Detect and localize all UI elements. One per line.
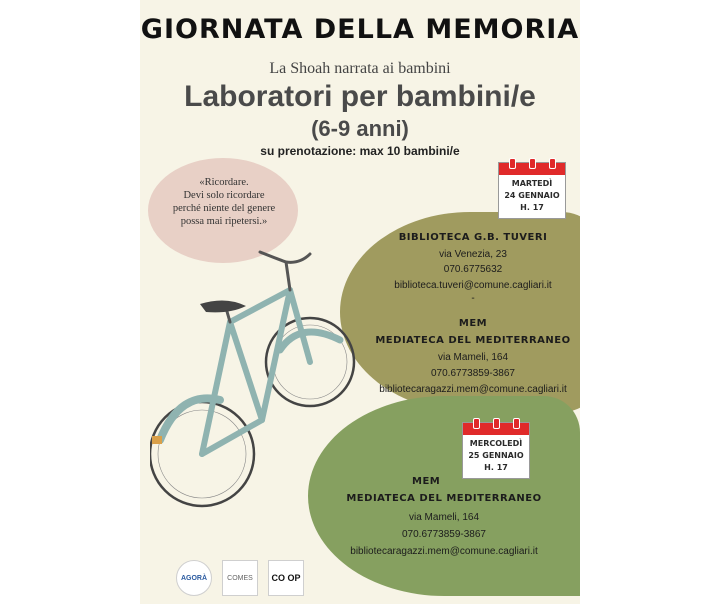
- venue1-phone: 070.6775632: [443, 264, 503, 275]
- quote-text: [154, 176, 294, 228]
- poster-title: GIORNATA DELLA MEMORIA: [140, 14, 580, 45]
- venue-separator: -: [471, 293, 475, 304]
- venue3-email[interactable]: bibliotecaragazzi.mem@comune.cagliari.it: [350, 546, 538, 557]
- quote-line: perché niente del genere: [172, 203, 276, 214]
- agora-logo: [176, 560, 212, 596]
- age-range: (6-9 anni): [311, 116, 409, 141]
- venue3-short: MEM: [412, 476, 441, 487]
- quote-line: possa mai ripetersi.»: [180, 216, 268, 227]
- venue1-name: BIBLIOTECA G.B. TUVERI: [398, 232, 548, 243]
- venue2-phone: 070.6773859-3867: [431, 368, 515, 379]
- comes-logo: [222, 560, 258, 596]
- event2-day: MERCOLEDÌ: [469, 439, 523, 448]
- calendar-icon-event2: [462, 422, 530, 479]
- coop-logo: [268, 560, 304, 596]
- event1-day: MARTEDÌ: [511, 179, 553, 188]
- event1-time: H. 17: [520, 203, 544, 212]
- venue1-email[interactable]: biblioteca.tuveri@comune.cagliari.it: [394, 280, 552, 291]
- comes-logo-text: COMES: [227, 574, 253, 582]
- venue-mem-2: [324, 476, 564, 557]
- venue3-name: MEDIATECA DEL MEDITERRANEO: [346, 493, 542, 504]
- venue3-phone: 070.6773859-3867: [402, 529, 486, 540]
- event2-time: H. 17: [484, 463, 508, 472]
- venue2-email[interactable]: bibliotecaragazzi.mem@comune.cagliari.it: [379, 384, 567, 395]
- event2-date: 25 GENNAIO: [468, 451, 524, 460]
- venue-tuveri: [368, 232, 578, 304]
- calendar-icon-event1: [498, 162, 566, 219]
- poster-heading: Laboratori per bambini/e: [184, 80, 536, 113]
- agora-logo-text: AGORÀ: [180, 574, 208, 582]
- quote-line: Devi solo ricordare: [183, 190, 265, 201]
- venue3-address: via Mameli, 164: [408, 512, 480, 523]
- venue2-name: MEDIATECA DEL MEDITERRANEO: [375, 335, 571, 346]
- quote-line: «Ricordare.: [199, 177, 249, 188]
- poster-subtitle: La Shoah narrata ai bambini: [269, 60, 451, 77]
- coop-logo-text: CO OP: [271, 573, 301, 583]
- venue2-short: MEM: [458, 318, 488, 329]
- event1-date: 24 GENNAIO: [504, 191, 560, 200]
- booking-info: su prenotazione: max 10 bambini/e: [260, 144, 460, 158]
- venue-mem-1: [360, 318, 580, 395]
- venue2-address: via Mameli, 164: [437, 352, 509, 363]
- poster: [140, 0, 580, 604]
- venue1-address: via Venezia, 23: [439, 249, 507, 260]
